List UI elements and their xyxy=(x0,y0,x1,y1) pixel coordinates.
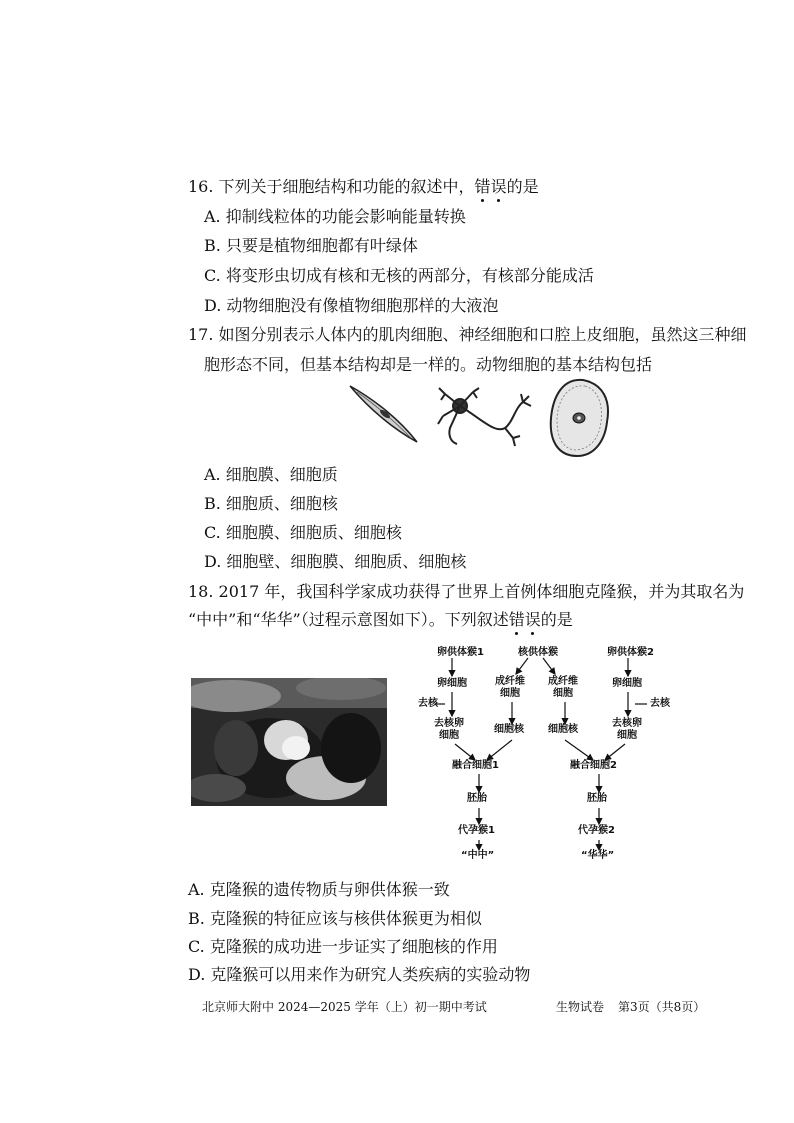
q17-option-b: B. 细胞质、细胞核 xyxy=(204,494,338,513)
flow-embryo-1: 胚胎 xyxy=(467,793,487,804)
flow-enucleated-egg-1: 去核卵 细胞 xyxy=(434,718,464,741)
q17-option-d: D. 细胞壁、细胞膜、细胞质、细胞核 xyxy=(204,552,467,571)
cloning-flowchart-arrows xyxy=(415,640,695,870)
flow-fused-cell-2: 融合细胞2 xyxy=(570,760,617,771)
cell-illustrations xyxy=(345,378,615,458)
flow-egg-donor-2: 卵供体猴2 xyxy=(607,647,654,658)
q16-stem-end: 的是 xyxy=(506,177,539,196)
flow-name-huahua: “华华” xyxy=(581,850,615,861)
q18-option-b: B. 克隆猴的特征应该与核供体猴更为相似 xyxy=(188,909,482,928)
q16-option-c: C. 将变形虫切成有核和无核的两部分，有核部分能成活 xyxy=(204,266,594,285)
q16-emphasis-char-2: 误 xyxy=(490,177,507,196)
q17-option-c: C. 细胞膜、细胞质、细胞核 xyxy=(204,523,402,542)
flow-surrogate-1: 代孕猴1 xyxy=(458,825,495,836)
q17-option-a: A. 细胞膜、细胞质 xyxy=(204,465,338,484)
epithelial-cell-illustration xyxy=(551,380,608,456)
cloned-monkey-photo xyxy=(191,678,387,806)
q18-stem-text: “中中”和“华华”（过程示意图如下）。下列叙述 xyxy=(188,610,509,629)
flow-embryo-2: 胚胎 xyxy=(587,793,607,804)
q18-option-c: C. 克隆猴的成功进一步证实了细胞核的作用 xyxy=(188,937,498,956)
footer-page-number: 第3页（共8页） xyxy=(618,1000,706,1014)
muscle-cell-illustration xyxy=(350,386,417,442)
flow-nucleus-1: 细胞核 xyxy=(494,724,524,735)
flow-egg-donor-1: 卵供体猴1 xyxy=(437,647,484,658)
footer-subject: 生物试卷 xyxy=(556,1000,605,1014)
flow-enucleated-egg-2: 去核卵 细胞 xyxy=(612,718,642,741)
flow-nucleus-donor: 核供体猴 xyxy=(518,647,558,658)
q18-stem-line1: 18. 2017 年，我国科学家成功获得了世界上首例体细胞克隆猴，并为其取名为 xyxy=(188,582,745,601)
q18-option-d: D. 克隆猴可以用来作为研究人类疾病的实验动物 xyxy=(188,965,531,984)
flow-fibroblast-2: 成纤维 细胞 xyxy=(548,676,578,699)
q16-stem-text: 16. 下列关于细胞结构和功能的叙述中， xyxy=(188,177,475,196)
q16-option-a: A. 抑制线粒体的功能会影响能量转换 xyxy=(204,207,466,226)
q18-emphasis-char-1: 错 xyxy=(508,610,525,629)
q16-option-d: D. 动物细胞没有像植物细胞那样的大液泡 xyxy=(204,296,499,315)
footer-school-exam: 北京师大附中 2024—2025 学年（上）初一期中考试 xyxy=(202,1000,487,1014)
flow-fibroblast-1: 成纤维 细胞 xyxy=(495,676,525,699)
q17-stem-line1: 17. 如图分别表示人体内的肌肉细胞、神经细胞和口腔上皮细胞，虽然这三种细 xyxy=(188,325,747,344)
q18-stem-line2 xyxy=(188,610,573,630)
q16-emphasis-char-1: 错 xyxy=(474,177,491,196)
flow-surrogate-2: 代孕猴2 xyxy=(578,825,615,836)
flow-egg-cell-1: 卵细胞 xyxy=(437,678,467,689)
q18-emphasis-char-2: 误 xyxy=(524,610,541,629)
flow-fused-cell-1: 融合细胞1 xyxy=(452,760,499,771)
flow-nucleus-2: 细胞核 xyxy=(548,724,578,735)
q16-stem xyxy=(188,177,539,197)
flow-denucleate-2: 去核 xyxy=(650,698,670,709)
flow-egg-cell-2: 卵细胞 xyxy=(612,678,642,689)
q18-stem-end: 的是 xyxy=(540,610,573,629)
flow-denucleate-1: 去核 xyxy=(418,698,438,709)
flow-name-zhongzhong: “中中” xyxy=(461,850,495,861)
q18-option-a: A. 克隆猴的遗传物质与卵供体猴一致 xyxy=(188,880,450,899)
q17-stem-line2: 胞形态不同，但基本结构却是一样的。动物细胞的基本结构包括 xyxy=(204,355,653,374)
q16-option-b: B. 只要是植物细胞都有叶绿体 xyxy=(204,236,418,255)
nerve-cell-illustration xyxy=(438,388,531,446)
